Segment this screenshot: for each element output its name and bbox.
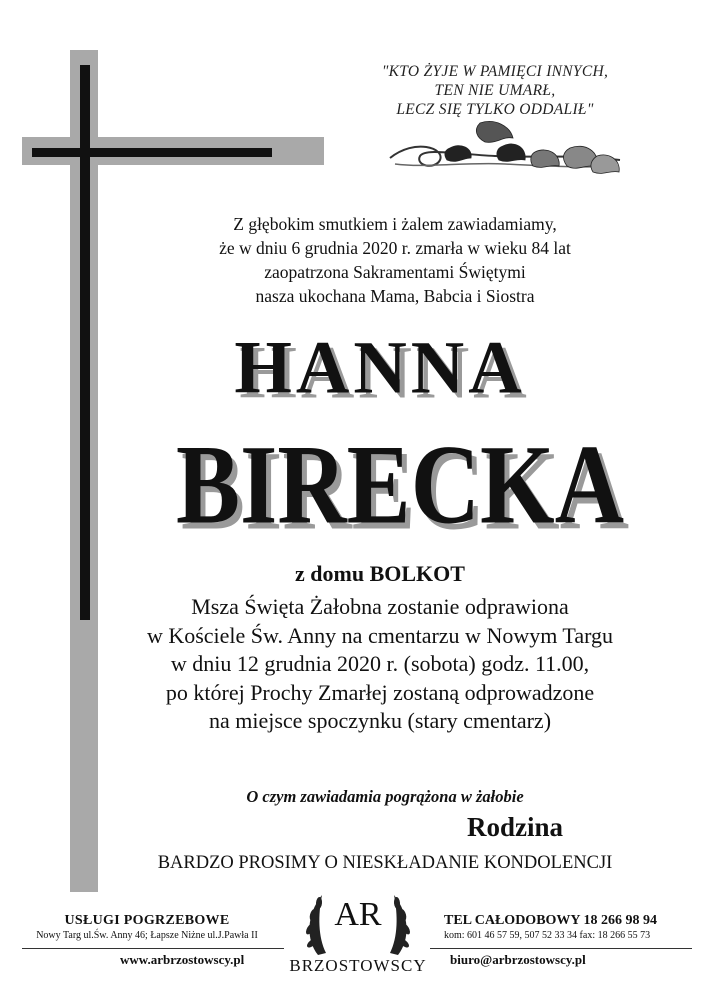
phone-details: kom: 601 46 57 59, 507 52 33 34 fax: 18 266 55 73 (444, 930, 651, 941)
footer-divider-right (430, 948, 692, 949)
mass-line: Msza Święta Żałobna zostanie odprawiona (191, 594, 569, 619)
deceased-last-name: BIRECKA (175, 421, 625, 548)
phone-title: TEL CAŁODOBOWY 18 266 98 94 (444, 913, 658, 928)
motto-line: TEN NIE UMARŁ, (434, 82, 556, 99)
company-title: USŁUGI POGRZEBOWE (64, 913, 230, 928)
company-address: Nowy Targ ul.Św. Anny 46; Łapsze Niżne ul.J.Pawła II (36, 930, 258, 941)
funeral-company-info (22, 912, 272, 942)
footer-divider-left (22, 948, 284, 949)
mass-line: w dniu 12 grudnia 2020 r. (sobota) godz. 11.00, (170, 651, 590, 676)
logo-company-name: BRZOSTOWSCY (289, 956, 427, 975)
intro-line: nasza ukochana Mama, Babcia i Siostra (255, 286, 535, 306)
company-email-link[interactable]: biuro@arbrzostowscy.pl (450, 952, 586, 967)
mass-line: w Kościele Św. Anny na cmentarzu w Nowym Targu (146, 622, 614, 648)
company-website-link[interactable]: www.arbrzostowscy.pl (120, 952, 245, 967)
vine-leaves-ornament (385, 118, 625, 188)
motto-line: "KTO ŻYJE W PAMIĘCI INNYCH, (381, 63, 609, 80)
announcement-intro (195, 212, 595, 308)
deceased-first-name: HANNA (234, 326, 526, 410)
maiden-name: z domu BOLKOT (295, 561, 465, 586)
company-logo (288, 885, 428, 965)
family-signature: Rodzina (466, 812, 564, 842)
cross-horizontal-bar (32, 148, 272, 157)
motto-quote (345, 62, 645, 119)
contact-info (444, 912, 704, 942)
mourning-notice: O czym zawiadamia pogrążona w żałobie (246, 787, 524, 806)
intro-line: że w dniu 6 grudnia 2020 r. zmarła w wieku 84 lat (219, 238, 571, 258)
mass-line: po której Prochy Zmarłej zostaną odprowadzone (165, 679, 595, 705)
motto-line: LECZ SIĘ TYLKO ODDALIŁ" (396, 101, 594, 118)
condolence-request: BARDZO PROSIMY O NIESKŁADANIE KONDOLENCJI (157, 853, 613, 873)
funeral-mass-info (110, 593, 650, 736)
intro-line: zaopatrzona Sakramentami Świętymi (264, 262, 526, 282)
intro-line: Z głębokim smutkiem i żalem zawiadamiamy, (233, 214, 557, 234)
logo-letters: AR (334, 896, 382, 933)
mass-line: na miejsce spoczynku (stary cmentarz) (208, 708, 552, 733)
